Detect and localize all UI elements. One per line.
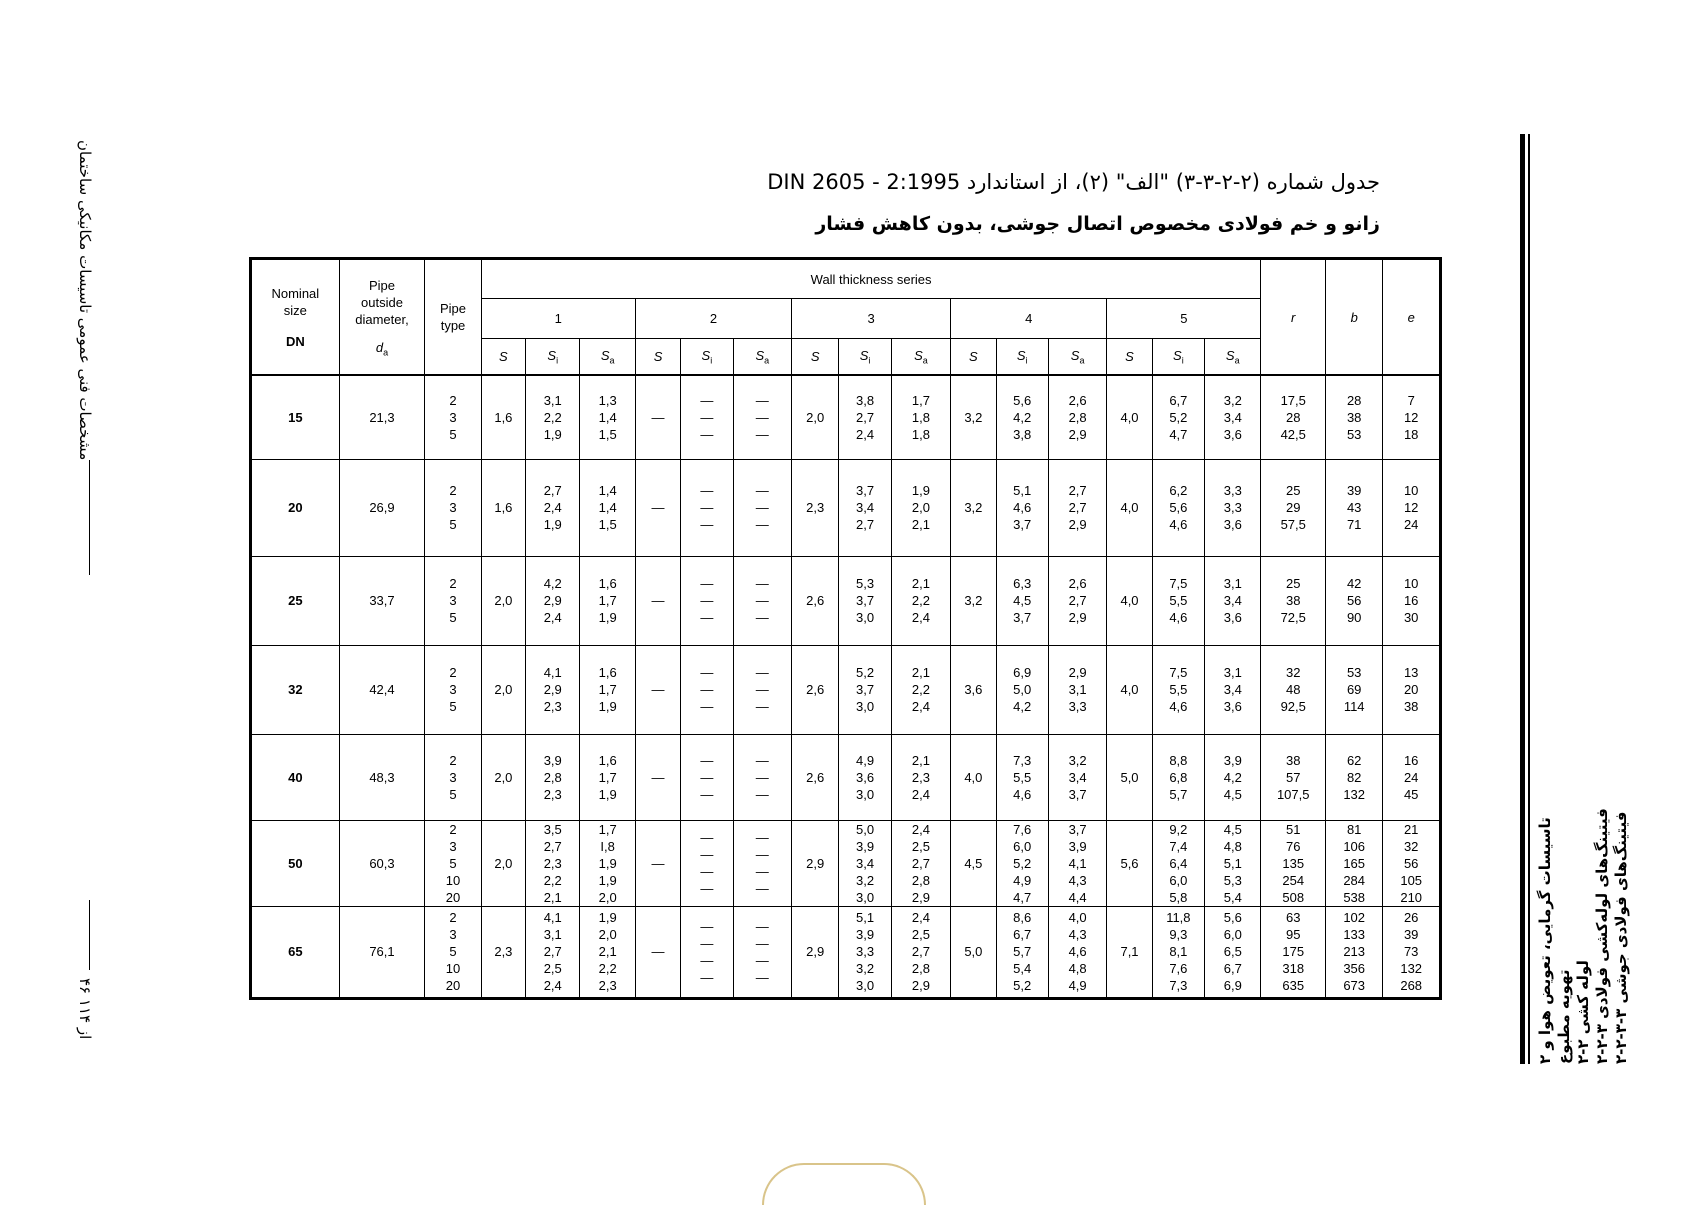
cell-value: — — — (681, 734, 733, 820)
section-line-1: ۲ تاسیسات گرمایی، تعویض هوا و تهویه مطبوع (1536, 817, 1573, 1064)
cell-value: 3,5 2,7 2,3 2,2 2,1 (526, 820, 580, 906)
cell-value: 2,6 2,8 2,9 (1048, 375, 1106, 459)
cell-pipe-type: 2 3 5 (425, 734, 481, 820)
cell-value: 6,7 5,2 4,7 (1152, 375, 1204, 459)
cell-value: 4,1 3,1 2,7 2,5 2,4 (526, 906, 580, 998)
cell-value: 3,2 (951, 459, 996, 556)
cell-value: 9,2 7,4 6,4 6,0 5,8 (1152, 820, 1204, 906)
cell-pipe-type: 2 3 5 (425, 645, 481, 734)
cell-da: 48,3 (339, 734, 425, 820)
document-running-title: مشخصات فنی عمومی تاسیسات مکانیکی ساختمان (76, 140, 94, 461)
table-row (251, 734, 1441, 820)
divider (89, 900, 90, 970)
cell-value: 4,1 2,9 2,3 (526, 645, 580, 734)
cell-value: 2,3 (481, 906, 525, 998)
cell-value: 5,6 (1107, 820, 1152, 906)
header-s: S (481, 339, 525, 376)
cell-value: 7,1 (1107, 906, 1152, 998)
cell-value: 1,3 1,4 1,5 (580, 375, 635, 459)
cell-value: 1,6 1,7 1,9 (580, 556, 635, 645)
cell-value: 5,1 3,9 3,3 3,2 3,0 (839, 906, 891, 998)
cell-value: 4,0 (1107, 645, 1152, 734)
table-row (251, 556, 1441, 645)
cell-value: 4,0 (1107, 556, 1152, 645)
cell-dn: 50 (251, 820, 340, 906)
header-pipe-od: Pipe outside diameter, $d_a$ (339, 259, 425, 376)
table-row (251, 906, 1441, 998)
section-line-4: ۲-۲-۳-۳ فیتینگ‌های فولادی جوشی (1612, 811, 1630, 1064)
cell-value: 2,9 (792, 906, 839, 998)
cell-value: 5,3 3,7 3,0 (839, 556, 891, 645)
table-row (251, 459, 1441, 556)
cell-value: 1,6 (481, 375, 525, 459)
cell-value: 3,1 2,2 1,9 (526, 375, 580, 459)
cell-da: 21,3 (339, 375, 425, 459)
table-row (251, 645, 1441, 734)
data-table (249, 257, 1442, 1000)
cell-value: — (635, 820, 680, 906)
cell-value: 1,9 2,0 2,1 (891, 459, 950, 556)
header-s: S (1107, 339, 1152, 376)
cell-value: 4,5 (951, 820, 996, 906)
cell-value: 3,9 4,2 4,5 (1205, 734, 1261, 820)
cell-value: 1,7 1,8 1,8 (891, 375, 950, 459)
margin-bar (1520, 134, 1525, 1064)
cell-value: 10 16 30 (1383, 556, 1441, 645)
cell-dn: 20 (251, 459, 340, 556)
cell-value: 7,5 5,5 4,6 (1152, 645, 1204, 734)
cell-value: 38 57 107,5 (1261, 734, 1325, 820)
cell-value: 16 24 45 (1383, 734, 1441, 820)
cell-value: 5,0 3,9 3,4 3,2 3,0 (839, 820, 891, 906)
cell-value: — — — (733, 645, 791, 734)
cell-value: 21 32 56 105 210 (1383, 820, 1441, 906)
cell-dn: 32 (251, 645, 340, 734)
cell-value: 2,6 (792, 645, 839, 734)
cell-value: — — — (681, 556, 733, 645)
cell-value: 2,7 2,7 2,9 (1048, 459, 1106, 556)
cell-value: — — — (733, 734, 791, 820)
cell-value: — — — — (681, 820, 733, 906)
cell-value: 11,8 9,3 8,1 7,6 7,3 (1152, 906, 1204, 998)
cell-value: 3,1 3,4 3,6 (1205, 645, 1261, 734)
cell-value: 2,4 2,5 2,7 2,8 2,9 (891, 906, 950, 998)
cell-value: — — — — (733, 820, 791, 906)
series-1: 1 (481, 299, 635, 339)
cell-value: 1,6 1,7 1,9 (580, 645, 635, 734)
cell-value: 4,0 (1107, 459, 1152, 556)
table-subtitle: زانو و خم فولادی مخصوص اتصال جوشی، بدون کاهش فشار (815, 213, 1380, 235)
cell-value: — — — (733, 459, 791, 556)
cell-value: 2,1 2,2 2,4 (891, 645, 950, 734)
header-si: $S_i$ (839, 339, 891, 376)
cell-pipe-type: 2 3 5 10 20 (425, 820, 481, 906)
cell-da: 42,4 (339, 645, 425, 734)
header-si: $S_i$ (681, 339, 733, 376)
cell-value: 2,9 (792, 820, 839, 906)
cell-value: 3,1 3,4 3,6 (1205, 556, 1261, 645)
cell-value: 1,6 (481, 459, 525, 556)
cell-value: 53 69 114 (1325, 645, 1382, 734)
cell-pipe-type: 2 3 5 (425, 556, 481, 645)
cell-value: 7 12 18 (1383, 375, 1441, 459)
header-pipe-type: Pipe type (425, 259, 481, 376)
cell-da: 26,9 (339, 459, 425, 556)
cell-value: 3,2 (951, 556, 996, 645)
cell-value: 2,1 2,3 2,4 (891, 734, 950, 820)
header-wall-thickness: Wall thickness series (481, 259, 1261, 299)
right-margin (1520, 134, 1640, 1064)
cell-value: 2,0 (481, 820, 525, 906)
cell-value: 1,4 1,4 1,5 (580, 459, 635, 556)
cell-value: 2,0 (792, 375, 839, 459)
left-margin (76, 140, 106, 1060)
header-s: S (635, 339, 680, 376)
cell-value: 3,2 (951, 375, 996, 459)
cell-value: 2,1 2,2 2,4 (891, 556, 950, 645)
cell-value: 8,6 6,7 5,7 5,4 5,2 (996, 906, 1048, 998)
cell-dn: 15 (251, 375, 340, 459)
cell-value: 5,1 4,6 3,7 (996, 459, 1048, 556)
cell-pipe-type: 2 3 5 (425, 459, 481, 556)
cell-value: 2,6 2,7 2,9 (1048, 556, 1106, 645)
cell-value: 3,3 3,3 3,6 (1205, 459, 1261, 556)
section-heading (1536, 774, 1636, 1064)
cell-value: 2,6 (792, 556, 839, 645)
cell-value: 3,7 3,4 2,7 (839, 459, 891, 556)
cell-value: 5,6 4,2 3,8 (996, 375, 1048, 459)
cell-value: 17,5 28 42,5 (1261, 375, 1325, 459)
cell-dn: 40 (251, 734, 340, 820)
header-si: $S_i$ (1152, 339, 1204, 376)
table-row (251, 375, 1441, 459)
cell-value: 2,7 2,4 1,9 (526, 459, 580, 556)
cell-value: 4,9 3,6 3,0 (839, 734, 891, 820)
header-b: b (1325, 259, 1382, 376)
cell-value: 2,0 (481, 734, 525, 820)
cell-value: 2,0 (481, 556, 525, 645)
cell-value: — (635, 556, 680, 645)
table-title: جدول شماره (۲-۲-۳-۳) "الف" (۲)، از استاندارد DIN 2605 - 2:1995 (767, 170, 1380, 194)
margin-bar (1528, 134, 1530, 1064)
cell-pipe-type: 2 3 5 (425, 375, 481, 459)
header-sa: $S_a$ (1205, 339, 1261, 376)
cell-value: 51 76 135 254 508 (1261, 820, 1325, 906)
cell-value: 1,6 1,7 1,9 (580, 734, 635, 820)
table-body (251, 375, 1441, 998)
page-number: ۴۶ از ۱۱۴ (76, 978, 94, 1040)
cell-value: 2,0 (481, 645, 525, 734)
cell-da: 76,1 (339, 906, 425, 998)
cell-value: 2,9 3,1 3,3 (1048, 645, 1106, 734)
cell-value: 5,0 (1107, 734, 1152, 820)
cell-value: — (635, 645, 680, 734)
header-sa: $S_a$ (580, 339, 635, 376)
cell-value: 4,0 (1107, 375, 1152, 459)
cell-value: — — — — (681, 906, 733, 998)
cell-value: 102 133 213 356 673 (1325, 906, 1382, 998)
cell-value: — (635, 459, 680, 556)
header-e: e (1383, 259, 1441, 376)
cell-value: 81 106 165 284 538 (1325, 820, 1382, 906)
header-s: S (792, 339, 839, 376)
cell-dn: 25 (251, 556, 340, 645)
cell-value: 13 20 38 (1383, 645, 1441, 734)
cell-value: 7,3 5,5 4,6 (996, 734, 1048, 820)
cell-value: — — — (681, 645, 733, 734)
cell-value: 5,0 (951, 906, 996, 998)
cell-value: 6,3 4,5 3,7 (996, 556, 1048, 645)
cell-value: — — — — (733, 906, 791, 998)
section-line-3: ۲-۲-۳ فیتینگ‌های لوله‌کشی فولادی (1593, 808, 1611, 1064)
cell-value: 8,8 6,8 5,7 (1152, 734, 1204, 820)
cell-value: 28 38 53 (1325, 375, 1382, 459)
cell-value: 3,2 3,4 3,6 (1205, 375, 1261, 459)
series-2: 2 (635, 299, 791, 339)
series-3: 3 (792, 299, 951, 339)
cell-value: 3,7 3,9 4,1 4,3 4,4 (1048, 820, 1106, 906)
watermark-logo (762, 1163, 926, 1205)
cell-value: 2,3 (792, 459, 839, 556)
cell-value: — — — (681, 459, 733, 556)
cell-value: 32 48 92,5 (1261, 645, 1325, 734)
cell-pipe-type: 2 3 5 10 20 (425, 906, 481, 998)
cell-value: 4,5 4,8 5,1 5,3 5,4 (1205, 820, 1261, 906)
cell-value: 5,2 3,7 3,0 (839, 645, 891, 734)
table-row (251, 820, 1441, 906)
cell-value: 4,2 2,9 2,4 (526, 556, 580, 645)
cell-value: 1,7 I,8 1,9 1,9 2,0 (580, 820, 635, 906)
cell-value: — (635, 906, 680, 998)
header-sa: $S_a$ (891, 339, 950, 376)
cell-value: 7,6 6,0 5,2 4,9 4,7 (996, 820, 1048, 906)
cell-value: 4,0 (951, 734, 996, 820)
cell-value: 39 43 71 (1325, 459, 1382, 556)
cell-value: 63 95 175 318 635 (1261, 906, 1325, 998)
cell-da: 33,7 (339, 556, 425, 645)
header-sa: $S_a$ (733, 339, 791, 376)
cell-value: 42 56 90 (1325, 556, 1382, 645)
series-4: 4 (951, 299, 1107, 339)
section-line-2: ۲-۲ لوله کشی (1574, 960, 1592, 1064)
cell-da: 60,3 (339, 820, 425, 906)
cell-value: — — — (681, 375, 733, 459)
cell-value: 3,9 2,8 2,3 (526, 734, 580, 820)
cell-value: 25 29 57,5 (1261, 459, 1325, 556)
header-s: S (951, 339, 996, 376)
cell-value: 62 82 132 (1325, 734, 1382, 820)
cell-value: 26 39 73 132 268 (1383, 906, 1441, 998)
series-5: 5 (1107, 299, 1261, 339)
cell-dn: 65 (251, 906, 340, 998)
cell-value: 3,2 3,4 3,7 (1048, 734, 1106, 820)
header-nominal-size: Nominal size DN (251, 259, 340, 376)
header-r: r (1261, 259, 1325, 376)
cell-value: 6,9 5,0 4,2 (996, 645, 1048, 734)
cell-value: 3,6 (951, 645, 996, 734)
header-si: $S_i$ (526, 339, 580, 376)
cell-value: 2,4 2,5 2,7 2,8 2,9 (891, 820, 950, 906)
cell-value: 25 38 72,5 (1261, 556, 1325, 645)
header-si: $S_i$ (996, 339, 1048, 376)
cell-value: — (635, 375, 680, 459)
cell-value: 1,9 2,0 2,1 2,2 2,3 (580, 906, 635, 998)
header-sa: $S_a$ (1048, 339, 1106, 376)
cell-value: 4,0 4,3 4,6 4,8 4,9 (1048, 906, 1106, 998)
cell-value: 10 12 24 (1383, 459, 1441, 556)
cell-value: 7,5 5,5 4,6 (1152, 556, 1204, 645)
cell-value: 6,2 5,6 4,6 (1152, 459, 1204, 556)
divider (89, 460, 90, 575)
cell-value: — — — (733, 375, 791, 459)
cell-value: 5,6 6,0 6,5 6,7 6,9 (1205, 906, 1261, 998)
cell-value: 3,8 2,7 2,4 (839, 375, 891, 459)
cell-value: 2,6 (792, 734, 839, 820)
cell-value: — — — (733, 556, 791, 645)
cell-value: — (635, 734, 680, 820)
